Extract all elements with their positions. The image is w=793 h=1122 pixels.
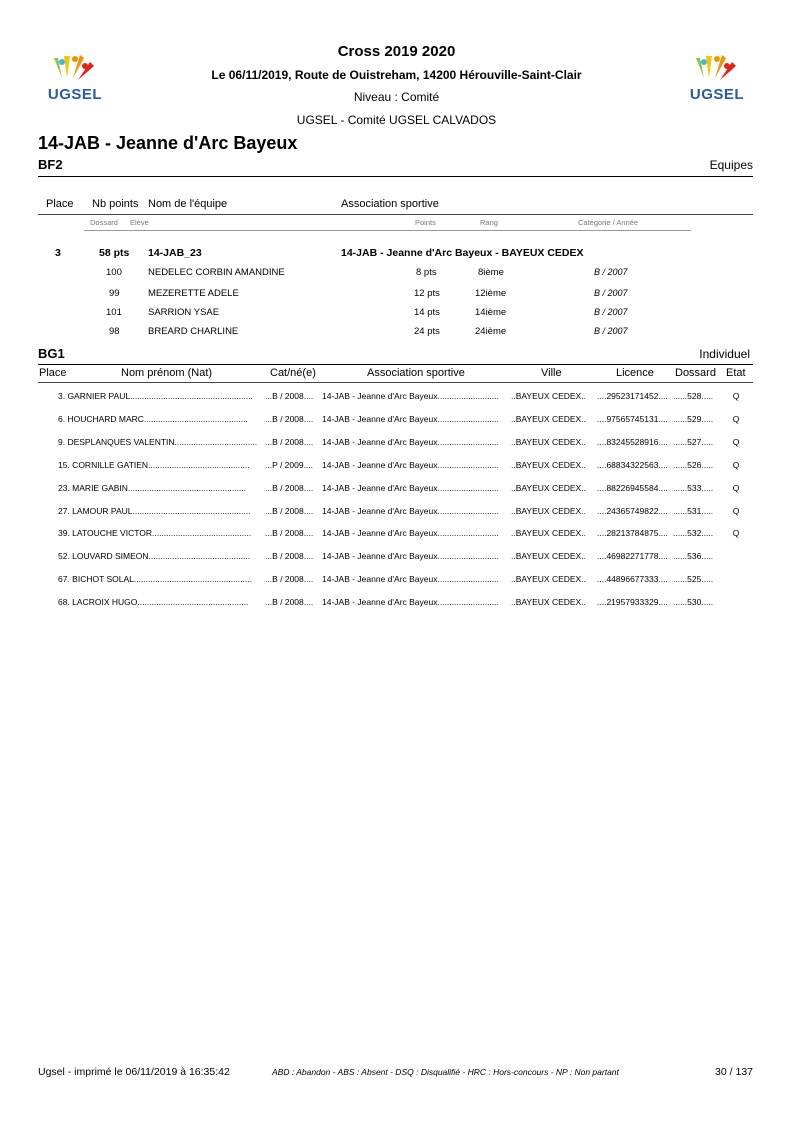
member-dossard: 100 (106, 267, 122, 278)
subcol-eleve: Elève (130, 218, 149, 227)
member-category: B / 2007 (594, 288, 628, 298)
col-team-name: Nom de l'équipe (148, 198, 228, 210)
runner-city: ..BAYEUX CEDEX.. (511, 528, 586, 539)
section-rule (38, 364, 753, 365)
subcol-categorie: Catégorie / Année (578, 218, 639, 227)
runner-status: Q (732, 436, 740, 447)
runner-licence: ....24365749822.... (597, 505, 668, 516)
runner-city: ..BAYEUX CEDEX.. (511, 597, 586, 608)
col-ville: Ville (541, 367, 562, 379)
runner-category: ...B / 2008.... (265, 505, 314, 516)
col-place: Place (39, 367, 67, 379)
event-organization: UGSEL - Comité UGSEL CALVADOS (296, 113, 497, 127)
runner-city: ..BAYEUX CEDEX.. (511, 391, 586, 401)
logo-text: UGSEL (689, 86, 745, 103)
runner-status: Q (732, 482, 740, 493)
runner-name: 6. HOUCHARD MARC............................................ (58, 413, 248, 424)
runner-city: ..BAYEUX CEDEX.. (511, 436, 586, 447)
runner-dossard: ......533..... (673, 482, 714, 493)
runner-dossard: ......526..... (673, 459, 714, 470)
col-dossard: Dossard (675, 367, 716, 379)
runner-licence: ....97565745131.... (597, 413, 668, 424)
runner-status: Q (732, 528, 740, 539)
runner-association: 14-JAB - Jeanne d'Arc Bayeux.......................... (322, 551, 499, 562)
runner-dossard: ......536..... (673, 551, 714, 562)
runner-category: ...B / 2008.... (265, 551, 314, 562)
col-name: Nom prénom (Nat) (121, 367, 213, 379)
runner-status: Q (732, 505, 740, 516)
runner-association: 14-JAB - Jeanne d'Arc Bayeux.......................... (322, 574, 499, 585)
school-title: 14-JAB - Jeanne d'Arc Bayeux (38, 133, 298, 153)
runner-licence: ....21957933329.... (597, 597, 668, 608)
member-name: NEDELEC CORBIN AMANDINE (148, 267, 285, 278)
member-rang: 24ième (475, 326, 507, 337)
runner-name: 9. DESPLANQUES VALENTIN................................... (58, 436, 258, 447)
subheader-rule (84, 230, 691, 231)
runner-association: 14-JAB - Jeanne d'Arc Bayeux.......................... (322, 505, 499, 516)
runner-licence: ....83245528916.... (597, 436, 668, 447)
runner-name: 15. CORNILLE GATIEN........................................... (58, 459, 250, 470)
runner-category: ...B / 2008.... (265, 597, 314, 608)
runner-licence: ....68834322563.... (597, 459, 668, 470)
col-licence: Licence (616, 367, 654, 379)
runner-name: 67. BICHOT SOLAL.................................................. (58, 574, 252, 585)
subcol-dossard: Dossard (90, 218, 118, 227)
runner-dossard: ......532..... (673, 528, 714, 539)
col-nb-points: Nb points (92, 198, 139, 210)
runner-association: 14-JAB - Jeanne d'Arc Bayeux.......................... (322, 436, 499, 447)
col-association: Association sportive (341, 198, 439, 210)
runner-licence: ....46982271778.... (597, 551, 668, 562)
runner-category: ...P / 2009.... (265, 459, 314, 470)
member-name: SARRION YSAE (148, 307, 220, 318)
footer-page: 30 / 137 (715, 1066, 753, 1078)
runner-name: 3. GARNIER PAUL.................................................... (58, 391, 253, 401)
runner-city: ..BAYEUX CEDEX.. (511, 505, 586, 516)
runner-dossard: ......525..... (673, 574, 714, 585)
member-rang: 14ième (475, 307, 507, 318)
runner-name: 68. LACROIX HUGO............................................... (58, 597, 249, 608)
section-rule (38, 176, 753, 177)
runner-status: Q (732, 391, 740, 401)
runner-dossard: ......528..... (673, 391, 714, 401)
event-title: Cross 2019 2020 (337, 43, 456, 60)
teams-section-type: Equipes (709, 158, 753, 172)
runner-dossard: ......531..... (673, 505, 714, 516)
runner-dossard: ......530..... (673, 597, 714, 608)
member-points: 14 pts (414, 307, 440, 318)
individual-section-code: BG1 (38, 346, 65, 361)
runner-city: ..BAYEUX CEDEX.. (511, 459, 586, 470)
event-subtitle: Le 06/11/2019, Route de Ouistreham, 14200 Hérouville-Saint-Clair (211, 68, 582, 82)
runner-city: ..BAYEUX CEDEX.. (511, 482, 586, 493)
member-category: B / 2007 (594, 307, 628, 317)
member-category: B / 2007 (594, 267, 628, 277)
runner-dossard: ......527..... (673, 436, 714, 447)
header-rule (38, 382, 753, 383)
runner-licence: ....29523171452.... (597, 391, 668, 401)
runner-association: 14-JAB - Jeanne d'Arc Bayeux.......................... (322, 459, 499, 470)
runner-licence: ....88226945584.... (597, 482, 668, 493)
runner-city: ..BAYEUX CEDEX.. (511, 551, 586, 562)
runner-category: ...B / 2008.... (265, 574, 314, 585)
footer-legend: ABD : Abandon - ABS : Absent - DSQ : Disqualifié - HRC : Hors-concours - NP : Non partant (272, 1067, 619, 1077)
runner-category: ...B / 2008.... (265, 413, 314, 424)
runner-dossard: ......529..... (673, 413, 714, 424)
individual-section-type: Individuel (699, 347, 750, 361)
runner-name: 52. LOUVARD SIMEON........................................... (58, 551, 251, 562)
event-niveau: Niveau : Comité (353, 90, 440, 104)
runner-name: 27. LAMOUR PAUL.................................................. (58, 505, 251, 516)
runner-association: 14-JAB - Jeanne d'Arc Bayeux.......................... (322, 528, 499, 539)
runner-status: Q (732, 413, 740, 424)
member-points: 8 pts (416, 267, 437, 278)
team-place: 3 (55, 247, 61, 259)
member-points: 12 pts (414, 288, 440, 299)
runner-category: ...B / 2008.... (265, 391, 314, 401)
runner-category: ...B / 2008.... (265, 528, 314, 539)
runner-name: 23. MARIE GABIN.................................................. (58, 482, 246, 493)
member-category: B / 2007 (594, 326, 628, 336)
runner-city: ..BAYEUX CEDEX.. (511, 413, 586, 424)
col-association: Association sportive (367, 367, 465, 379)
runner-category: ...B / 2008.... (265, 436, 314, 447)
runner-status: Q (732, 459, 740, 470)
col-etat: Etat (726, 367, 746, 379)
header-rule (38, 214, 753, 215)
runner-association: 14-JAB - Jeanne d'Arc Bayeux.......................... (322, 482, 499, 493)
subcol-points: Points (415, 218, 436, 227)
runner-licence: ....44896677333.... (597, 574, 668, 585)
member-dossard: 98 (109, 326, 120, 337)
col-cat: Cat/né(e) (270, 367, 316, 379)
subcol-rang: Rang (480, 218, 498, 227)
runner-name: 39. LATOUCHE VICTOR.......................................... (58, 528, 252, 539)
member-name: BREARD CHARLINE (148, 326, 239, 337)
member-rang: 8ième (478, 267, 504, 278)
member-points: 24 pts (414, 326, 440, 337)
col-place: Place (46, 198, 74, 210)
runner-association: 14-JAB - Jeanne d'Arc Bayeux.......................... (322, 413, 499, 424)
team-points: 58 pts (99, 247, 130, 259)
runner-licence: ....28213784875.... (597, 528, 668, 539)
member-rang: 12ième (475, 288, 507, 299)
runner-association: 14-JAB - Jeanne d'Arc Bayeux.......................... (322, 597, 499, 608)
teams-section-code: BF2 (38, 157, 63, 172)
logo-text: UGSEL (47, 86, 103, 103)
team-name: 14-JAB_23 (148, 247, 202, 259)
runner-category: ...B / 2008.... (265, 482, 314, 493)
runner-city: ..BAYEUX CEDEX.. (511, 574, 586, 585)
runner-association: 14-JAB - Jeanne d'Arc Bayeux.......................... (322, 391, 499, 401)
footer-printed: Ugsel - imprimé le 06/11/2019 à 16:35:42 (38, 1066, 230, 1078)
member-dossard: 101 (106, 307, 122, 318)
team-association: 14-JAB - Jeanne d'Arc Bayeux - BAYEUX CEDEX (341, 247, 584, 259)
member-name: MEZERETTE ADELE (148, 288, 239, 299)
member-dossard: 99 (109, 288, 120, 299)
